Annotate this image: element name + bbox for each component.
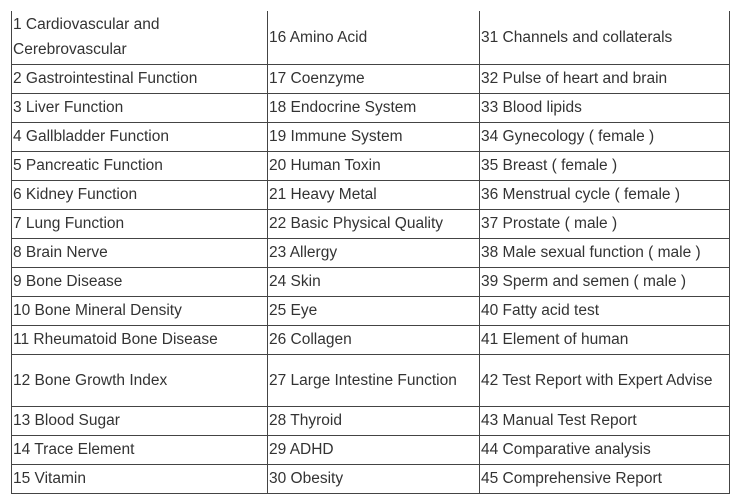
- table-cell: 42 Test Report with Expert Advise: [480, 355, 730, 407]
- table-row: [12, 297, 730, 326]
- table-cell: 39 Sperm and semen ( male ): [480, 268, 730, 297]
- table-cell: 4 Gallbladder Function: [12, 123, 268, 152]
- table-row: [12, 407, 730, 436]
- table-cell: 13 Blood Sugar: [12, 407, 268, 436]
- table-row: [12, 268, 730, 297]
- table-row: [12, 355, 730, 407]
- table-cell: 1 Cardiovascular and Cerebrovascular: [12, 11, 268, 65]
- table-row: [12, 65, 730, 94]
- table-row: [12, 123, 730, 152]
- table-cell: 31 Channels and collaterals: [480, 11, 730, 65]
- table-cell: 19 Immune System: [268, 123, 480, 152]
- table-cell: 9 Bone Disease: [12, 268, 268, 297]
- table-cell: 38 Male sexual function ( male ): [480, 239, 730, 268]
- table-cell: 27 Large Intestine Function: [268, 355, 480, 407]
- table-cell: 15 Vitamin: [12, 465, 268, 494]
- table-cell: 17 Coenzyme: [268, 65, 480, 94]
- table-row: [12, 210, 730, 239]
- table-cell: 14 Trace Element: [12, 436, 268, 465]
- table-cell: 32 Pulse of heart and brain: [480, 65, 730, 94]
- table-cell: 18 Endocrine System: [268, 94, 480, 123]
- table-cell: 44 Comparative analysis: [480, 436, 730, 465]
- table-cell: 35 Breast ( female ): [480, 152, 730, 181]
- table-cell: 29 ADHD: [268, 436, 480, 465]
- table-row: [12, 239, 730, 268]
- table-cell: 5 Pancreatic Function: [12, 152, 268, 181]
- table-cell: 37 Prostate ( male ): [480, 210, 730, 239]
- table-cell: 8 Brain Nerve: [12, 239, 268, 268]
- table-cell: 34 Gynecology ( female ): [480, 123, 730, 152]
- table-cell: 2 Gastrointestinal Function: [12, 65, 268, 94]
- table-cell: 33 Blood lipids: [480, 94, 730, 123]
- table-cell: 3 Liver Function: [12, 94, 268, 123]
- table-row: [12, 465, 730, 494]
- table-cell: 23 Allergy: [268, 239, 480, 268]
- table-row: [12, 94, 730, 123]
- table-cell: 7 Lung Function: [12, 210, 268, 239]
- table-cell: 41 Element of human: [480, 326, 730, 355]
- table-row: [12, 181, 730, 210]
- table-row: [12, 11, 730, 65]
- table-cell: 16 Amino Acid: [268, 11, 480, 65]
- table-cell: 28 Thyroid: [268, 407, 480, 436]
- report-items-table-body: [12, 11, 730, 494]
- table-cell: 6 Kidney Function: [12, 181, 268, 210]
- table-cell: 20 Human Toxin: [268, 152, 480, 181]
- table-cell: 43 Manual Test Report: [480, 407, 730, 436]
- table-cell: 22 Basic Physical Quality: [268, 210, 480, 239]
- table-row: [12, 152, 730, 181]
- table-cell: 25 Eye: [268, 297, 480, 326]
- table-cell: 36 Menstrual cycle ( female ): [480, 181, 730, 210]
- table-cell: 21 Heavy Metal: [268, 181, 480, 210]
- table-row: [12, 326, 730, 355]
- table-cell: 40 Fatty acid test: [480, 297, 730, 326]
- table-cell: 24 Skin: [268, 268, 480, 297]
- table-cell: 10 Bone Mineral Density: [12, 297, 268, 326]
- table-cell: 26 Collagen: [268, 326, 480, 355]
- report-items-table: [11, 11, 730, 494]
- table-cell: 11 Rheumatoid Bone Disease: [12, 326, 268, 355]
- table-cell: 30 Obesity: [268, 465, 480, 494]
- table-cell: 45 Comprehensive Report: [480, 465, 730, 494]
- table-row: [12, 436, 730, 465]
- table-cell: 12 Bone Growth Index: [12, 355, 268, 407]
